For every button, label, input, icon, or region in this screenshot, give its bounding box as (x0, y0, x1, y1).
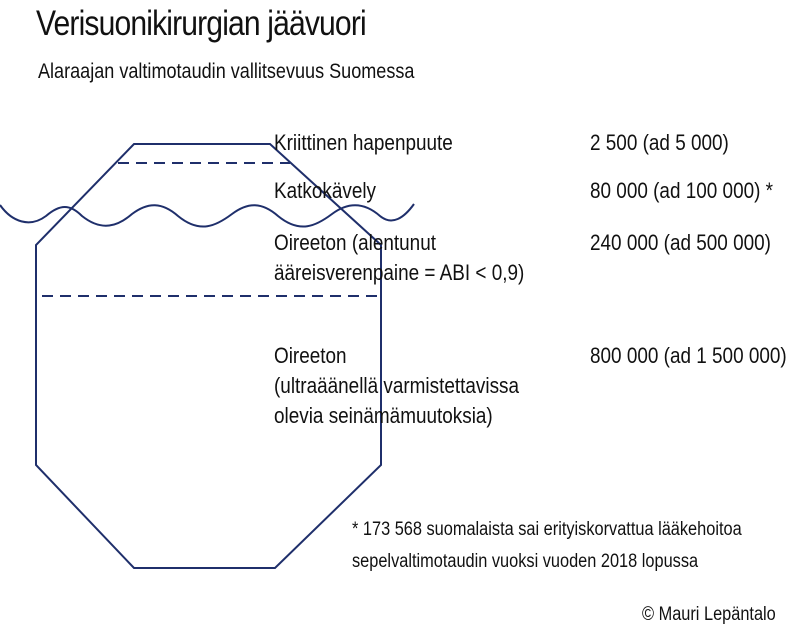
page-title: Verisuonikirurgian jäävuori (36, 4, 366, 43)
tier-label-asymptomatic-ultrasound-line3: olevia seinämämuutoksia) (274, 403, 493, 428)
footnote-line-1: * 173 568 suomalaista sai erityiskorvattua lääkehoitoa (352, 519, 742, 540)
tier-value-asymptomatic-ultrasound: 800 000 (ad 1 500 000) (590, 343, 787, 368)
page-subtitle: Alaraajan valtimotaudin vallitsevuus Suomessa (38, 60, 415, 83)
tier-label-asymptomatic-ultrasound-line2: (ultraäänellä varmistettavissa (274, 373, 520, 398)
tier-label-critical-ischemia: Kriittinen hapenpuute (274, 130, 453, 155)
copyright: © Mauri Lepäntalo (642, 604, 776, 625)
water-line (0, 204, 414, 227)
tier-value-critical-ischemia: 2 500 (ad 5 000) (590, 130, 729, 155)
tier-label-claudication: Katkokävely (274, 178, 377, 203)
tier-label-asymptomatic-abi-line2: ääreisverenpaine = ABI < 0,9) (274, 260, 525, 285)
tier-value-asymptomatic-abi: 240 000 (ad 500 000) (590, 230, 771, 255)
footnote-line-2: sepelvaltimotaudin vuoksi vuoden 2018 lopussa (352, 551, 699, 572)
tier-value-claudication: 80 000 (ad 100 000) * (590, 178, 774, 203)
tier-label-asymptomatic-abi: Oireeton (alentunut (274, 230, 436, 255)
tier-label-asymptomatic-ultrasound: Oireeton (274, 343, 347, 368)
